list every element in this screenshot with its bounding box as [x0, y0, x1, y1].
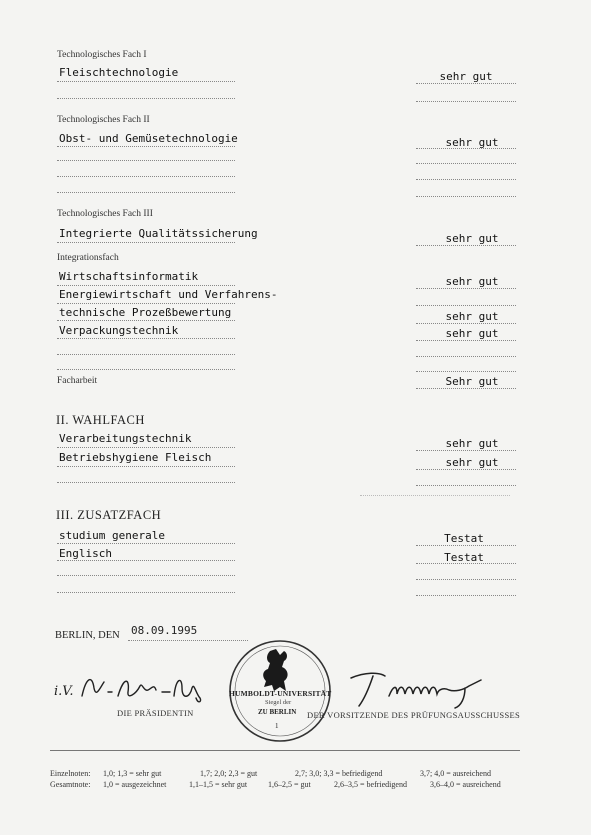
section-label-thesis: Facharbeit: [57, 376, 98, 386]
dotted-line: [416, 579, 516, 580]
legend-overall-3: 1,6–2,5 = gut: [268, 780, 311, 789]
dotted-line: [416, 179, 516, 180]
separator-line: [50, 750, 520, 751]
subject-additional-2: Englisch: [59, 547, 112, 560]
legend-overall-label: Gesamtnote:: [50, 780, 91, 789]
section-label-tech-3: Technologisches Fach III: [57, 209, 153, 219]
legend-single-label: Einzelnoten:: [50, 769, 91, 778]
dotted-line: [57, 466, 235, 467]
grade-integration-3: sehr gut: [445, 310, 499, 323]
subject-integration-2: Energiewirtschaft und Verfahrens-: [59, 288, 278, 301]
seal-number: 1: [275, 722, 279, 730]
grade-tech-2: sehr gut: [445, 136, 499, 149]
grade-tech-3: sehr gut: [445, 232, 499, 245]
legend-overall-4: 2,6–3,5 = befriedigend: [334, 780, 407, 789]
dotted-line: [57, 81, 235, 82]
dotted-line: [57, 592, 235, 593]
subject-elective-1: Verarbeitungstechnik: [59, 432, 192, 445]
dotted-line: [416, 101, 516, 102]
legend-overall-1: 1,0 = ausgezeichnet: [103, 780, 167, 789]
place-label: BERLIN, DEN: [55, 630, 120, 641]
legend-single-2: 1,7; 2,0; 2,3 = gut: [200, 769, 258, 778]
signature-prefix: i.V.: [54, 684, 74, 699]
section-heading-additional: III. ZUSATZFACH: [56, 508, 162, 522]
legend-overall-5: 3,6–4,0 = ausreichend: [430, 780, 501, 789]
subject-elective-2: Betriebshygiene Fleisch: [59, 451, 212, 464]
chairman-role: DER VORSITZENDE DES PRÜFUNGSAUSSCHUSSES: [307, 710, 520, 720]
dotted-line: [416, 83, 516, 84]
dotted-line: [416, 469, 516, 470]
grade-thesis: Sehr gut: [445, 375, 499, 388]
seal-text-line2: Siegel der: [265, 699, 292, 706]
dotted-line: [57, 192, 235, 193]
dotted-line: [416, 356, 516, 357]
dotted-line: [57, 447, 235, 448]
chairman-signature: [345, 668, 495, 710]
grade-elective-2: sehr gut: [445, 456, 499, 469]
dotted-line: [416, 148, 516, 149]
dotted-line: [416, 371, 516, 372]
legend-single-4: 3,7; 4,0 = ausreichend: [420, 769, 491, 778]
dotted-line: [57, 160, 235, 161]
dotted-line: [57, 146, 235, 147]
dotted-line: [57, 242, 235, 243]
dotted-line: [57, 543, 235, 544]
dotted-line: [416, 595, 516, 596]
subject-integration-3: technische Prozeßbewertung: [59, 306, 232, 319]
dotted-line: [416, 388, 516, 389]
dotted-line: [416, 196, 516, 197]
subject-additional-1: studium generale: [59, 529, 165, 542]
dotted-line: [57, 354, 235, 355]
faint-line: [360, 495, 510, 496]
grade-additional-2: Testat: [444, 551, 484, 564]
dotted-line: [57, 369, 235, 370]
dotted-line: [416, 305, 516, 306]
section-heading-elective: II. WAHLFACH: [56, 413, 145, 427]
subject-integration-1: Wirtschaftsinformatik: [59, 270, 199, 283]
dotted-line: [416, 485, 516, 486]
subject-integration-4: Verpackungstechnik: [59, 324, 179, 337]
dotted-line: [416, 340, 516, 341]
grade-additional-1: Testat: [444, 532, 484, 545]
dotted-line: [416, 545, 516, 546]
section-label-tech-1: Technologisches Fach I: [57, 50, 147, 60]
president-role: DIE PRÄSIDENTIN: [117, 708, 194, 718]
dotted-line: [57, 338, 235, 339]
grade-elective-1: sehr gut: [445, 437, 499, 450]
legend-single-3: 2,7; 3,0; 3,3 = befriedigend: [295, 769, 383, 778]
grade-integration-4: sehr gut: [445, 327, 499, 340]
dotted-line: [416, 163, 516, 164]
dotted-line: [57, 560, 235, 561]
dotted-line: [57, 303, 235, 304]
grade-tech-1: sehr gut: [439, 70, 493, 83]
dotted-line: [57, 320, 235, 321]
dotted-line: [57, 176, 235, 177]
section-label-tech-2: Technologisches Fach II: [57, 115, 150, 125]
dotted-line: [416, 563, 516, 564]
dotted-line: [416, 323, 516, 324]
dotted-line: [57, 482, 235, 483]
dotted-line: [416, 288, 516, 289]
date-value: 08.09.1995: [131, 624, 198, 637]
dotted-line: [57, 285, 235, 286]
subject-tech-1: Fleischtechnologie: [59, 66, 179, 79]
dotted-line: [416, 450, 516, 451]
seal-text-line3: ZU BERLIN: [258, 708, 297, 716]
section-label-integration: Integrationsfach: [57, 253, 119, 263]
dotted-line: [416, 245, 516, 246]
president-signature: [78, 668, 218, 708]
subject-tech-2: Obst- und Gemüsetechnologie: [59, 132, 238, 145]
dotted-line: [57, 575, 235, 576]
dotted-line: [57, 98, 235, 99]
legend-single-1: 1,0; 1,3 = sehr gut: [103, 769, 162, 778]
subject-tech-3: Integrierte Qualitätssicherung: [59, 227, 258, 240]
grade-integration-1: sehr gut: [445, 275, 499, 288]
seal-text-outer: HUMBOLDT-UNIVERSITÄT: [229, 689, 332, 698]
legend-overall-2: 1,1–1,5 = sehr gut: [189, 780, 248, 789]
